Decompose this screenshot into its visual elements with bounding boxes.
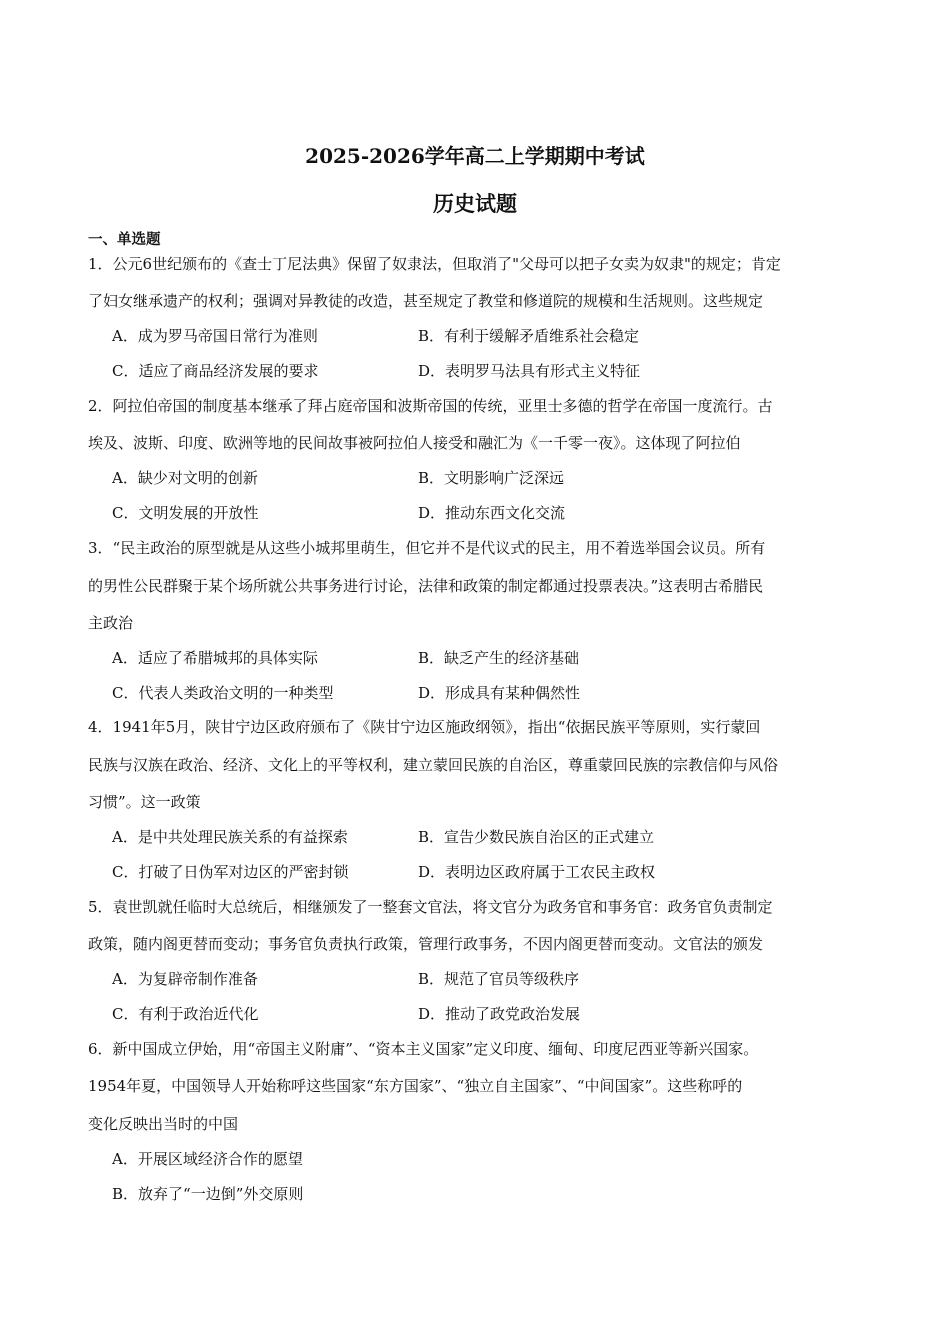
subject-title: 历史试题	[433, 191, 517, 216]
question-3-stem-line-1: 3．“民主政治的原型就是从这些小城邦里萌生，但它并不是代议式的民主，用不着选举国会议员。所有	[88, 539, 766, 557]
question-3-stem-line-3: 主政治	[88, 614, 134, 632]
question-1-stem-line-1: 1．公元6世纪颁布的《查士丁尼法典》保留了奴隶法，但取消了"父母可以把子女卖为奴隶"的规定；肯定	[88, 255, 781, 273]
exam-title: 2025-2026学年高二上学期期中考试	[305, 144, 645, 168]
question-3-option-d: D．形成具有某种偶然性	[418, 684, 581, 702]
section-heading: 一、单选题	[88, 231, 161, 248]
question-1-option-d: D．表明罗马法具有形式主义特征	[418, 362, 641, 380]
question-2-stem-line-2: 埃及、波斯、印度、欧洲等地的民间故事被阿拉伯人接受和融汇为《一千零一夜》。这体现了阿拉伯	[88, 434, 741, 452]
question-5-option-c: C．有利于政治近代化	[112, 1005, 259, 1023]
question-2-option-a: A．缺少对文明的创新	[112, 469, 258, 487]
question-2-option-d: D．推动东西文化交流	[418, 504, 566, 522]
question-5-option-b: B．规范了官员等级秩序	[418, 970, 580, 988]
question-4-stem-line-2: 民族与汉族在政治、经济、文化上的平等权利，建立蒙回民族的自治区，尊重蒙回民族的宗教信仰与风俗	[88, 756, 779, 774]
question-4-option-c: C．打破了日伪军对边区的严密封锁	[112, 863, 349, 881]
question-6-stem-line-3: 变化反映出当时的中国	[88, 1115, 239, 1133]
question-3-stem-line-2: 的男性公民群聚于某个场所就公共事务进行讨论，法律和政策的制定都通过投票表决。”这表明古希腊民	[88, 577, 764, 595]
question-4-stem-line-1: 4．1941年5月，陕甘宁边区政府颁布了《陕甘宁边区施政纲领》，指出“依据民族平等原则，实行蒙回	[88, 718, 761, 736]
question-5-stem-line-1: 5．袁世凯就任临时大总统后，相继颁发了一整套文官法，将文官分为政务官和事务官：政务官负责制定	[88, 898, 773, 916]
question-2-stem-line-1: 2．阿拉伯帝国的制度基本继承了拜占庭帝国和波斯帝国的传统，亚里士多德的哲学在帝国一度流行。古	[88, 397, 773, 415]
question-1-option-b: B．有利于缓解矛盾维系社会稳定	[418, 327, 640, 345]
question-6-option-a: A．开展区域经济合作的愿望	[112, 1150, 303, 1168]
question-1-stem-line-2: 了妇女继承遗产的权利；强调对异教徒的改造，甚至规定了教堂和修道院的规模和生活规则。这些规定	[88, 292, 764, 310]
question-5-stem-line-2: 政策，随内阁更替而变动；事务官负责执行政策，管理行政事务，不因内阁更替而变动。文官法的颁发	[88, 935, 764, 953]
question-6-stem-line-1: 6．新中国成立伊始，用“帝国主义附庸”、“资本主义国家”定义印度、缅甸、印度尼西亚等新兴国家。	[88, 1040, 759, 1058]
question-2-option-b: B．文明影响广泛深远	[418, 469, 565, 487]
question-5-option-d: D．推动了政党政治发展	[418, 1005, 581, 1023]
question-6-option-b: B．放弃了“一边倒”外交原则	[112, 1185, 304, 1203]
question-4-option-a: A．是中共处理民族关系的有益探索	[112, 828, 348, 846]
question-3-option-a: A．适应了希腊城邦的具体实际	[112, 649, 318, 667]
question-6-stem-line-2: 1954年夏，中国领导人开始称呼这些国家“东方国家”、“独立自主国家”、“中间国家”。这些称呼的	[88, 1077, 743, 1095]
question-4-option-b: B．宣告少数民族自治区的正式建立	[418, 828, 655, 846]
question-3-option-b: B．缺乏产生的经济基础	[418, 649, 580, 667]
question-4-stem-line-3: 习惯”。这一政策	[88, 793, 201, 811]
question-2-option-c: C．文明发展的开放性	[112, 504, 259, 522]
question-5-option-a: A．为复辟帝制作准备	[112, 970, 258, 988]
question-4-option-d: D．表明边区政府属于工农民主政权	[418, 863, 656, 881]
question-1-option-c: C．适应了商品经济发展的要求	[112, 362, 319, 380]
question-3-option-c: C．代表人类政治文明的一种类型	[112, 684, 334, 702]
question-1-option-a: A．成为罗马帝国日常行为准则	[112, 327, 318, 345]
